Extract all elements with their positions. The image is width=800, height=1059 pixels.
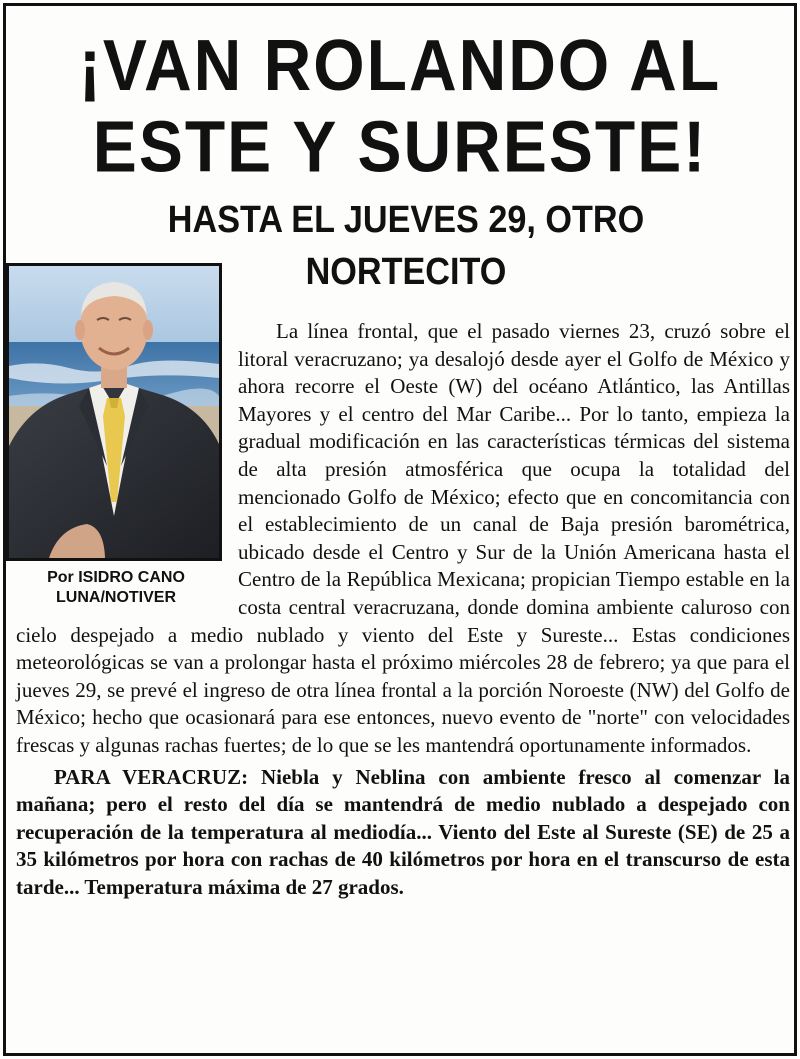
news-clipping <box>3 3 797 1056</box>
photo-float-space <box>16 318 238 615</box>
article-body <box>16 318 790 901</box>
headline <box>6 24 794 187</box>
byline-line-2: LUNA/NOTIVER <box>56 589 176 606</box>
article-paragraph-1: La línea frontal, que el pasado viernes 23, cruzó sobre el litoral veracruzano; ya desalojó desde ayer el Golfo de México y ahora recorre el Oeste (W) del océano Atlántico, las Antillas Mayores y el centro del Mar Caribe... Por lo tanto, empieza la gradual modificación en las características térmicas del sistema de alta presión atmosférica que ocupa la totalidad del mencionado Golfo de México; efecto que en concomitancia con el establecimiento de un canal de Baja presión barométrica, ubicado desde el Centro y Sur de la Unión Americana hasta el Centro de la República Mexicana; propician Tiempo estable en la costa central veracruzana, donde domina ambiente caluroso con cielo despejado a medio nublado y viento del Este y Sureste... Estas condiciones meteorológicas se van a prolongar hasta el próximo miércoles 28 de febrero; ya que para el jueves 29, se prevé el ingreso de otra línea frontal a la porción Noroeste (NW) del Golfo de México; hecho que ocasionará para ese entonces, nuevo evento de "norte" con velocidades frescas y algunas rachas fuertes; de lo que se les mantendrá oportunamente informados. <box>16 319 790 757</box>
headline-line-1: ¡VAN ROLANDO AL <box>78 24 722 106</box>
byline-line-1: Por ISIDRO CANO <box>47 569 185 586</box>
article-paragraph-veracruz: PARA VERACRUZ: Niebla y Neblina con ambiente fresco al comenzar la mañana; pero el resto del día se mantendrá de medio nublado a despejado con recuperación de la temperatura al mediodía... Viento del Este al Sureste (SE) de 25 a 35 kilómetros por hora con rachas de 40 kilómetros por hora en el transcurso de esta tarde... Temperatura máxima de 27 grados. <box>16 764 790 899</box>
subheadline-line-1: HASTA EL JUEVES 29, OTRO <box>167 199 645 241</box>
subheadline-line-2: NORTECITO <box>305 251 507 293</box>
headline-line-2: ESTE Y SURESTE! <box>92 105 708 187</box>
